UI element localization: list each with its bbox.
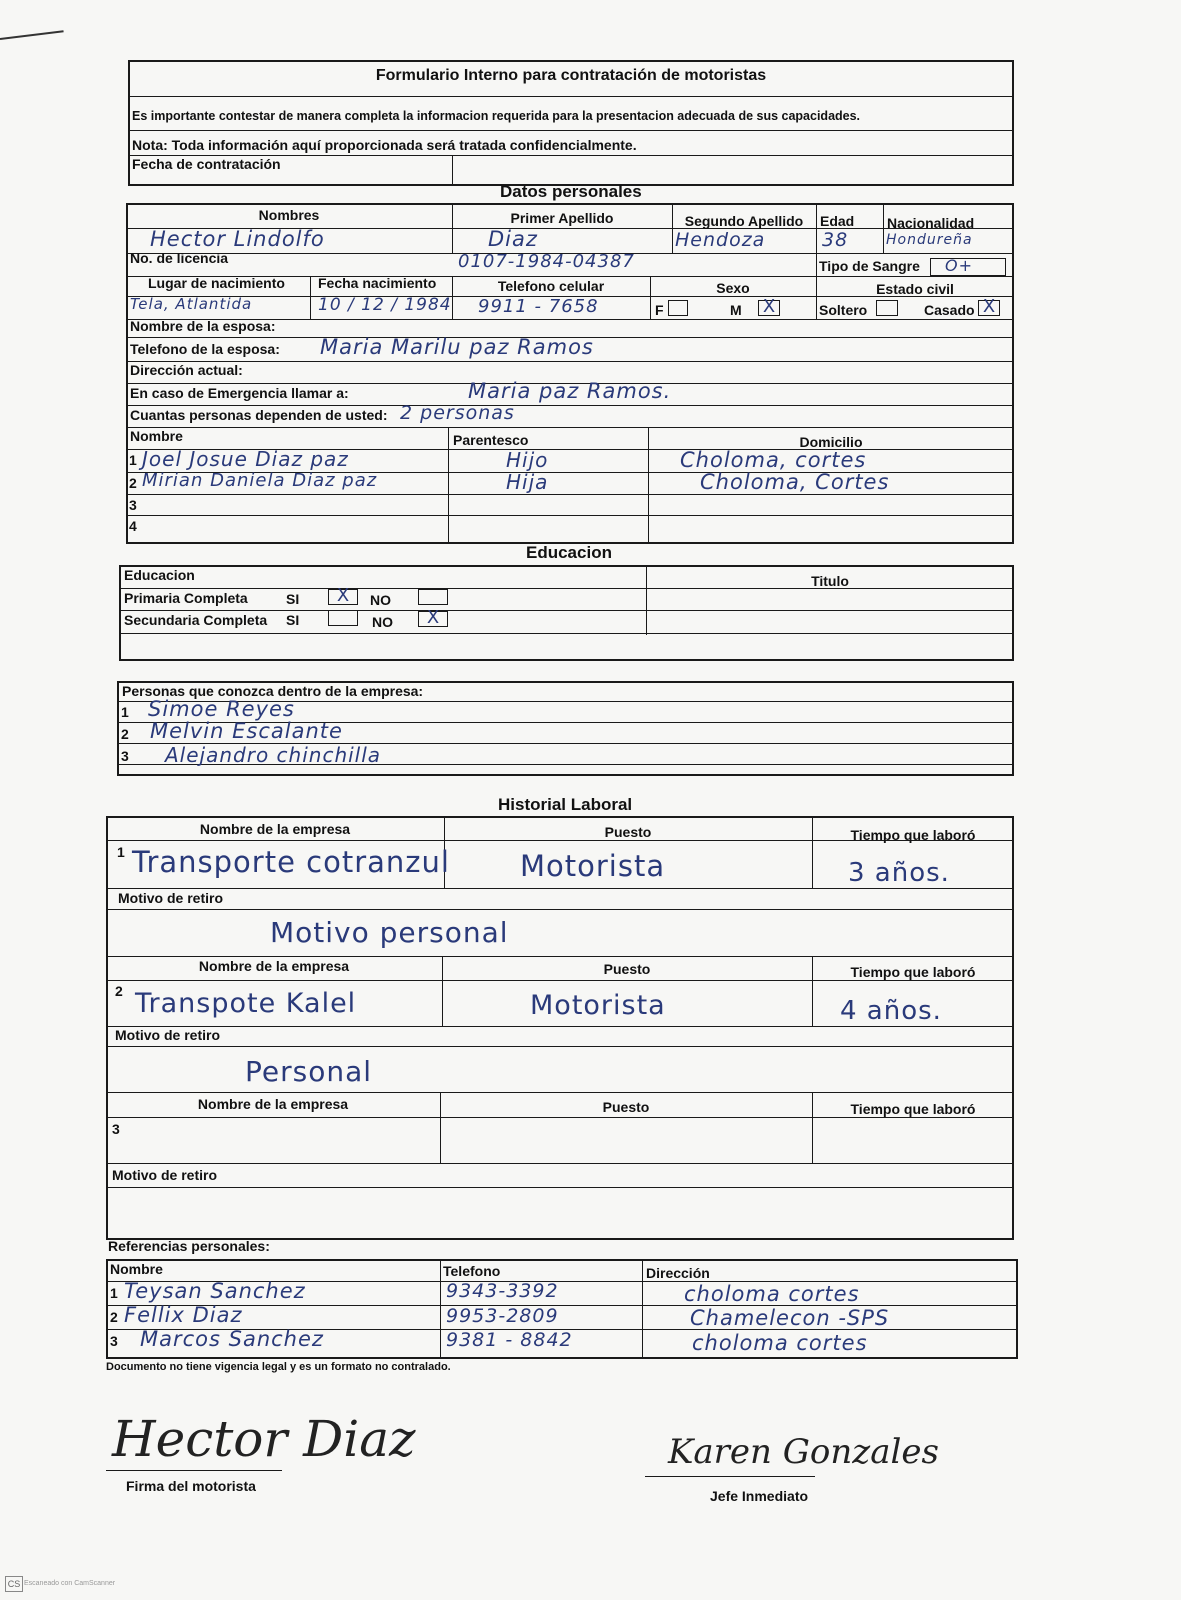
checkbox-casado[interactable]: X — [978, 300, 1000, 316]
label-tiempo: Tiempo que laboró — [850, 964, 976, 980]
label-soltero: Soltero — [819, 302, 868, 318]
label-primer-apellido: Primer Apellido — [510, 210, 614, 226]
value-primer-apellido[interactable]: Diaz — [488, 227, 538, 251]
checkbox-sexo-f[interactable] — [668, 300, 688, 316]
dependent-parentesco[interactable]: Hija — [506, 470, 549, 494]
contact-num: 1 — [121, 704, 129, 720]
job-motivo[interactable]: Motivo personal — [270, 916, 509, 949]
label-lugar-nacimiento: Lugar de nacimiento — [148, 275, 285, 291]
label-tel-esposa: Telefono de la esposa: — [130, 341, 280, 357]
label-puesto: Puesto — [604, 824, 652, 840]
label-empresa: Nombre de la empresa — [198, 958, 350, 974]
job-empresa[interactable]: Transporte cotranzul — [132, 845, 450, 879]
reference-direccion[interactable]: choloma cortes — [684, 1282, 860, 1306]
label-ref-telefono: Telefono — [443, 1263, 501, 1279]
driver-signature-label: Firma del motorista — [126, 1478, 256, 1494]
value-fecha-nacimiento[interactable]: 10 / 12 / 1984 — [318, 295, 452, 315]
label-casado: Casado — [924, 302, 975, 318]
value-telefono[interactable]: 9911 - 7658 — [478, 296, 599, 317]
checkbox-secundaria-si[interactable] — [328, 610, 358, 626]
value-emergencia[interactable]: Maria paz Ramos. — [468, 379, 672, 403]
dependent-num: 2 — [129, 475, 137, 491]
value-lugar-nacimiento[interactable]: Tela, Atlantida — [130, 295, 253, 313]
label-motivo: Motivo de retiro — [115, 1027, 221, 1043]
reference-nombre[interactable]: Fellix Diaz — [124, 1303, 243, 1327]
contact-name[interactable]: Melvin Escalante — [150, 719, 343, 743]
value-dependientes[interactable]: 2 personas — [400, 402, 515, 424]
label-primaria-si: SI — [286, 591, 300, 607]
reference-num: 2 — [110, 1309, 118, 1325]
checkbox-primaria-no[interactable] — [418, 589, 448, 605]
dependent-num: 3 — [129, 497, 137, 513]
label-tipo-sangre: Tipo de Sangre — [819, 258, 920, 274]
label-educacion: Educacion — [124, 567, 195, 583]
dependent-num: 4 — [129, 518, 137, 534]
label-dep-parentesco: Parentesco — [453, 432, 529, 448]
section-work-title: Historial Laboral — [498, 795, 633, 814]
reference-direccion[interactable]: choloma cortes — [692, 1331, 868, 1355]
value-tel-esposa[interactable]: Maria Marilu paz Ramos — [320, 335, 594, 359]
label-sexo-m: M — [730, 302, 742, 318]
dependent-num: 1 — [129, 452, 137, 468]
label-secundaria-si: SI — [286, 612, 300, 628]
label-dep-domicilio: Domicilio — [799, 434, 863, 450]
reference-telefono[interactable]: 9343-3392 — [446, 1280, 559, 1302]
contact-name[interactable]: Alejandro chinchilla — [165, 743, 382, 767]
value-nombres[interactable]: Hector Lindolfo — [150, 227, 325, 251]
value-tipo-sangre[interactable]: O+ — [945, 256, 973, 275]
job-motivo[interactable]: Personal — [245, 1055, 373, 1088]
label-ref-direccion: Dirección — [646, 1265, 710, 1281]
dependent-domicilio[interactable]: Choloma, cortes — [680, 448, 867, 472]
reference-telefono[interactable]: 9953-2809 — [446, 1305, 559, 1327]
label-nombres: Nombres — [258, 207, 320, 223]
contact-name[interactable]: Simoe Reyes — [148, 697, 295, 721]
scanner-text: Escaneado con CamScanner — [24, 1580, 116, 1587]
disclaimer: Documento no tiene vigencia legal y es un formato no contralado. — [106, 1361, 451, 1373]
reference-num: 1 — [110, 1285, 118, 1301]
job-empresa[interactable]: Transpote Kalel — [135, 988, 357, 1019]
label-dependientes: Cuantas personas dependen de usted: — [130, 407, 388, 423]
label-tiempo: Tiempo que laboró — [850, 1101, 976, 1117]
checkbox-soltero[interactable] — [876, 300, 898, 316]
dependent-nombre[interactable]: Mirian Daniela Diaz paz — [142, 470, 378, 491]
label-contacts: Personas que conozca dentro de la empresa: — [122, 683, 424, 699]
label-references: Referencias personales: — [108, 1238, 270, 1254]
label-segundo-apellido: Segundo Apellido — [684, 213, 804, 229]
job-puesto[interactable]: Motorista — [530, 990, 666, 1021]
job-tiempo[interactable]: 3 años. — [848, 858, 950, 888]
label-puesto: Puesto — [602, 1099, 650, 1115]
label-sexo: Sexo — [716, 280, 750, 296]
label-secundaria-no: NO — [372, 614, 393, 630]
section-education-title: Educacion — [526, 543, 612, 562]
supervisor-signature-line — [645, 1476, 815, 1477]
value-edad[interactable]: 38 — [822, 229, 849, 251]
contact-num: 3 — [121, 748, 129, 764]
section-personal-title: Datos personales — [500, 182, 642, 201]
label-motivo: Motivo de retiro — [118, 890, 224, 906]
checkbox-secundaria-no[interactable]: X — [418, 611, 448, 627]
label-dep-nombre: Nombre — [130, 428, 183, 444]
job-tiempo[interactable]: 4 años. — [840, 996, 942, 1026]
label-telefono: Telefono celular — [497, 278, 605, 294]
reference-nombre[interactable]: Marcos Sanchez — [140, 1327, 324, 1351]
contact-num: 2 — [121, 726, 129, 742]
supervisor-signature-label: Jefe Inmediato — [710, 1488, 809, 1504]
label-direccion: Dirección actual: — [130, 362, 243, 378]
reference-num: 3 — [110, 1333, 118, 1349]
dependent-nombre[interactable]: Joel Josue Diaz paz — [142, 447, 349, 471]
label-tiempo: Tiempo que laboró — [850, 827, 976, 843]
job-puesto[interactable]: Motorista — [520, 849, 666, 883]
pen-mark — [0, 30, 64, 40]
intro-text: Es importante contestar de manera completa la informacion requerida para la presentacion adecuada de sus capacidades. — [132, 109, 861, 123]
label-primaria: Primaria Completa — [124, 590, 248, 606]
label-esposa: Nombre de la esposa: — [130, 318, 276, 334]
supervisor-signature: Karen Gonzales — [668, 1432, 939, 1472]
label-empresa: Nombre de la empresa — [197, 1096, 349, 1112]
label-titulo: Titulo — [811, 573, 849, 589]
value-segundo-apellido[interactable]: Hendoza — [675, 229, 766, 251]
label-secundaria: Secundaria Completa — [124, 612, 268, 628]
form-title: Formulario Interno para contratación de motoristas — [375, 67, 767, 84]
label-estado-civil: Estado civil — [876, 281, 954, 297]
checkbox-sexo-m[interactable]: X — [758, 300, 780, 316]
confidential-note: Nota: Toda información aquí proporcionada será tratada confidencialmente. — [132, 137, 637, 153]
reference-nombre[interactable]: Teysan Sanchez — [124, 1279, 306, 1303]
label-motivo: Motivo de retiro — [112, 1167, 218, 1183]
label-nacionalidad: Nacionalidad — [887, 215, 975, 231]
value-licencia[interactable]: 0107-1984-04387 — [458, 251, 635, 272]
label-primaria-no: NO — [370, 592, 391, 608]
driver-signature: Hector Diaz — [112, 1410, 416, 1468]
label-licencia: No. de licencia — [130, 250, 229, 266]
job-num: 1 — [117, 844, 125, 860]
label-emergencia: En caso de Emergencia llamar a: — [130, 385, 349, 401]
label-ref-nombre: Nombre — [110, 1261, 163, 1277]
label-puesto: Puesto — [603, 961, 651, 977]
label-empresa: Nombre de la empresa — [199, 821, 351, 837]
label-sexo-f: F — [655, 302, 664, 318]
checkbox-primaria-si[interactable]: X — [328, 589, 358, 605]
driver-signature-line — [106, 1470, 282, 1471]
job-num: 2 — [115, 983, 123, 999]
dependent-domicilio[interactable]: Choloma, Cortes — [700, 470, 890, 494]
job-num: 3 — [112, 1121, 120, 1137]
label-edad: Edad — [820, 213, 855, 229]
dependent-parentesco[interactable]: Hijo — [506, 448, 549, 472]
value-nacionalidad[interactable]: Hondureña — [886, 232, 973, 248]
reference-telefono[interactable]: 9381 - 8842 — [446, 1329, 573, 1351]
reference-direccion[interactable]: Chamelecon -SPS — [690, 1306, 890, 1330]
scanner-badge: CS — [5, 1576, 23, 1592]
label-fecha-nacimiento: Fecha nacimiento — [318, 275, 437, 291]
hire-date-label: Fecha de contratación — [132, 156, 281, 172]
